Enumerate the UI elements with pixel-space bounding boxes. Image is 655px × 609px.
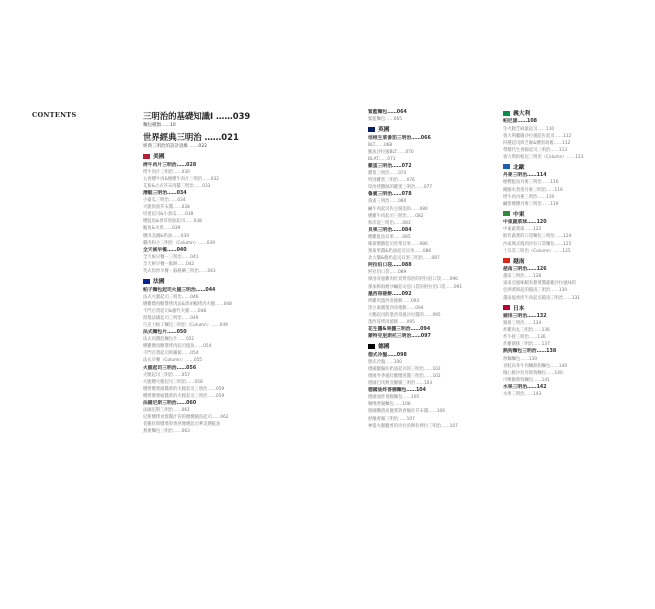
toc-entry [503, 118, 584, 125]
toc-text: 熱狗麵包三明治……138 [503, 349, 557, 355]
contents-heading: CONTENTS [32, 111, 77, 119]
toc-subentry [143, 261, 250, 268]
toc-text: 小臺瓜三明治……034 [143, 198, 186, 204]
toc-entry [368, 135, 462, 142]
country-heading [503, 305, 584, 313]
toc-subentry [368, 284, 462, 291]
toc-text: 亞洲菜餡起的越南三明治……130 [503, 288, 568, 294]
toc-subentry [368, 241, 462, 248]
country-heading [143, 153, 250, 161]
toc-text: 德式冷盤……098 [368, 352, 407, 358]
toc-entry [368, 227, 462, 234]
toc-text: 墨西哥捲餅……092 [368, 291, 412, 297]
toc-text: 法式火腿起司三明治……046 [143, 294, 199, 300]
toc-subentry [143, 379, 250, 386]
toc-subentry [503, 248, 584, 255]
toc-subentry [503, 194, 584, 201]
toc-subentry [368, 319, 462, 326]
toc-text: 尼斯燻烤食群醬汁你的煙燻鮪魚起司……062 [143, 415, 229, 421]
toc-text: 神提火腿臘香的沙拉煎餅佐裡拉三明治……107 [368, 423, 458, 429]
toc-subentry [368, 401, 462, 408]
toc-text: 千門百貨起司與蘿蔔……054 [143, 351, 199, 357]
toc-subentry [143, 372, 250, 379]
toc-subentry [503, 154, 584, 161]
toc-text: 火腿起司三明治……056 [143, 365, 197, 371]
toc-text: 英式焦炒早餐・蘇格蘭三明治……043 [143, 269, 216, 274]
toc-text: 越南風香煎牛肉起司越南三明治……131 [503, 295, 580, 301]
toc-subentry [503, 241, 584, 248]
toc-entry [368, 333, 462, 340]
toc-text: 巧克力帕子麵包三明治（Column）……049 [143, 322, 228, 328]
toc-text: 烤牛肉丹麥三明治……119 [503, 194, 555, 200]
toc-text: 鮮炸蔬菜的口袋麵包三明治……124 [503, 234, 572, 240]
toc-text: 燻雞燉肉糖漿烤肉起司燒魚……054 [143, 344, 212, 350]
toc-text: 煙燻鮭魚丹麥三明治……116 [503, 180, 559, 186]
toc-text: 帕尼諾……108 [503, 119, 537, 125]
toc-subentry [503, 226, 584, 233]
toc-text: 魯賓三明治……080 [368, 199, 407, 205]
toc-subentry [368, 416, 462, 423]
toc-text: 四種起司與芝麻&燻黑胡椒……112 [503, 140, 571, 146]
toc-subentry [503, 341, 584, 348]
toc-text: 越南三明治……128 [503, 274, 542, 280]
toc-text: 美國 [153, 154, 165, 161]
toc-subentry [143, 183, 250, 190]
toc-subentry [143, 225, 250, 232]
toc-text: 炸雞豬排三明治……137 [503, 342, 550, 348]
toc-text: 沙威瑪式燒肉沙拉口袋麵包……125 [503, 241, 572, 247]
toc-text: 中東蔬菜球……120 [503, 220, 547, 226]
toc-text: 燻雞牛肉起司三明治……082 [368, 213, 424, 219]
toc-subentry [368, 269, 462, 276]
country-heading [503, 258, 584, 266]
toc-text: 鮪魚&水煮……039 [143, 226, 181, 232]
toc-text: 帶燉代生香腸起司三明治……113 [503, 147, 568, 153]
country-heading [503, 110, 584, 118]
toc-text: 義大利的帕尼三明治（Column）……113 [503, 154, 584, 160]
toc-entry [503, 219, 584, 226]
toc-entry [368, 387, 462, 394]
toc-text: 和洋混三明治……083 [368, 220, 411, 226]
toc-entry [503, 348, 584, 355]
toc-entry [143, 287, 250, 294]
toc-text: 烤牛肉片三明治……028 [143, 162, 197, 168]
toc-subentry [503, 280, 584, 287]
toc-text: 火腿與黃芥末醬……038 [143, 205, 190, 211]
toc-text: 全天候早餐－三明治……041 [143, 254, 199, 260]
toc-text: 燻烤燉菜頭醬黃的火腿起司三明治……059 [143, 393, 225, 399]
toc-text: 千門百貨起司&鮪代火腿……048 [143, 308, 207, 314]
toc-subentry [503, 334, 584, 341]
toc-text: 雞肉和小三明治（Column）……039 [143, 240, 215, 246]
toc-subentry [143, 294, 250, 301]
toc-subentry [503, 356, 584, 363]
toc-subentry [503, 391, 584, 398]
toc-text: 特別雞蛋三明治……076 [368, 178, 415, 184]
toc-subentry [143, 336, 250, 343]
toc-text: 日本 [513, 305, 525, 312]
country-heading [143, 278, 250, 286]
toc-text: 雞蛋三明治……072 [368, 163, 412, 169]
toc-subentry [143, 357, 250, 364]
toc-subentry [368, 366, 462, 373]
toc-text: 燻雞燉肉糖漿烤肉法&黑胡椒烤肉火腿……048 [143, 301, 232, 307]
toc-subentry [368, 423, 462, 430]
toc-text: 可樂餅熱狗麵包……141 [503, 377, 550, 383]
northern-europe-flag-icon [503, 164, 510, 169]
toc-subentry [368, 298, 462, 305]
vietnam-flag-icon [503, 258, 510, 263]
toc-text: 魯賓三明治……078 [368, 192, 412, 198]
toc-text: 法式肉醬混麵包片……052 [143, 337, 195, 343]
toc-subentry [143, 407, 250, 414]
toc-subentry [368, 408, 462, 415]
toc-text: 義大利 [513, 111, 531, 117]
toc-subentry [143, 240, 250, 247]
toc-text: 印度烤雞做的雞蛋三明治……077 [368, 185, 433, 191]
toc-subentry [503, 295, 584, 302]
toc-text: 普羅旺斯燉菜與香煎煙燻起司華美燻鮭魚 [143, 422, 221, 428]
toc-subentry [368, 198, 462, 205]
toc-subentry [368, 213, 462, 220]
toc-text: 黑豆素雞墨西哥捲餅……094 [368, 305, 424, 311]
toc-subentry [143, 308, 250, 315]
toc-text: 炸牛排三明治……136 [503, 335, 546, 341]
toc-subentry [143, 169, 250, 176]
toc-subentry [368, 170, 462, 177]
toc-subentry [503, 133, 584, 140]
toc-subentry [143, 386, 250, 393]
toc-entry [143, 365, 250, 372]
toc-text: 越南三明治……126 [503, 267, 547, 273]
toc-subentry [503, 126, 584, 133]
toc-subentry [143, 315, 250, 322]
toc-text: 德國醃漬高麗菜與香腸佐芥末醬……106 [368, 409, 445, 415]
toc-text: 阿拉伯口袋……089 [368, 270, 407, 276]
usa-flag-icon [143, 154, 150, 159]
toc-text: 東南亞風味蝦米甜菜醬龍蝦沙拉風味的 [503, 281, 577, 287]
toc-text: 帕子麵包起司火腿三明治……044 [143, 287, 216, 293]
toc-text: 法國 [153, 279, 165, 286]
toc-subentry [143, 211, 250, 218]
toc-text: BLT……068 [368, 142, 393, 148]
toc-text: BLAT……071 [368, 156, 396, 162]
toc-subentry [503, 147, 584, 154]
toc-subentry [368, 276, 462, 283]
toc-text: 世界經典三明治 ……021 [143, 132, 239, 143]
toc-text: 培根生菜番茄三明治……066 [368, 135, 431, 141]
toc-entry [143, 162, 250, 169]
toc-subentry [143, 254, 250, 261]
country-heading [368, 126, 462, 134]
country-heading [368, 343, 462, 351]
toc-text: 烤牛肉片三明治……030 [143, 169, 190, 175]
toc-entry [368, 291, 462, 298]
toc-text: 摩洛哥風雞肉佐炭烤茄煎的阿拉伯口袋……090 [368, 277, 458, 283]
toc-subentry [503, 273, 584, 280]
toc-text: 燻雞鮭魚貝果……085 [368, 234, 411, 240]
toc-text: 水果三明治……143 [503, 392, 542, 398]
toc-subentry [503, 320, 584, 327]
toc-text: 大鵝起司的墨西哥風沙拉醬的……095 [368, 312, 441, 318]
toc-text: 切達起司&小黃瓜……038 [143, 212, 194, 218]
toc-text: 燻肉美國&奶油……039 [143, 233, 189, 239]
toc-subentry [143, 218, 250, 225]
toc-text: 越南 [513, 258, 525, 265]
toc-entry [503, 172, 584, 179]
toc-subentry [368, 373, 462, 380]
toc-text: 潛艇三明治……034 [143, 190, 187, 196]
toc-text: 燻鮭魚&香草奶油起司……038 [143, 219, 202, 225]
toc-text: 德國臘腸佐奶油起司的三明治……102 [368, 366, 441, 372]
toc-text: 青蛙烏冬牛肉麵熱狗麵包……140 [503, 363, 568, 369]
toc-column-1 [143, 111, 250, 435]
toc-text: 緊藍麵包……064 [368, 110, 407, 115]
country-heading [503, 211, 584, 219]
toc-text: 經典三明治的設計思維 ……022 [143, 144, 208, 150]
toc-entry [143, 400, 250, 407]
toc-text: 煉黃燉雞起司煎菜貝果……086 [368, 242, 428, 247]
toc-text: 蒙特克里斯托三明治……097 [368, 334, 431, 340]
toc-text: 法式早餐（Column）……055 [143, 358, 203, 364]
toc-text: 燻烤燉菜頭醬黃的火腿起司三明治……059 [143, 386, 225, 392]
toc-text: 中東 [513, 211, 525, 218]
toc-text: 三明治的基礎知識Ⅰ ……039 [143, 111, 251, 121]
toc-text: 德式冷盤……100 [368, 359, 402, 365]
toc-text: 德國油炸香腸麵包……104 [368, 388, 426, 394]
uk-flag-icon [368, 127, 375, 132]
toc-text: 照燒法國起司三明治……049 [143, 315, 199, 321]
toc-subentry [368, 248, 462, 255]
toc-subentry [368, 149, 462, 156]
toc-subentry [368, 206, 462, 213]
toc-subentry [143, 301, 250, 308]
section-subentry [143, 143, 250, 150]
toc-text: 法國尼斯三明治……060 [143, 401, 197, 406]
toc-text: 北歐 [513, 164, 525, 171]
toc-text: 貝果三明治……084 [368, 227, 412, 233]
toc-text: 炒麵麵包……139 [503, 356, 537, 362]
toc-subentry [143, 197, 250, 204]
toc-subentry [368, 380, 462, 387]
toc-subentry [503, 140, 584, 147]
toc-text: 阿拉伯口袋……088 [368, 263, 412, 269]
toc-text: 全天候早餐－鬆餅……042 [143, 261, 195, 267]
toc-text: 墨西哥烤肉捲餅……095 [368, 320, 415, 326]
toc-text: 麵包種類……10 [143, 123, 176, 128]
toc-entry [143, 329, 250, 336]
toc-subentry [368, 184, 462, 191]
toc-entry [368, 352, 462, 359]
toc-subentry [143, 343, 250, 350]
toc-text: 生火腿芝麻葉起司……110 [503, 126, 555, 132]
toc-column-2 [368, 109, 462, 430]
middle-east-flag-icon [503, 211, 510, 216]
toc-text: 德國巴伐利亞臘腸三明治……103 [368, 381, 433, 387]
toc-subentry [143, 233, 250, 240]
toc-text: 炸雞肉丸三明治……136 [503, 328, 550, 334]
toc-text: 緊藍麵包……065 [368, 117, 402, 123]
toc-text: 五香燻牛肉&煙燻牛肉片三明治……032 [143, 176, 220, 182]
toc-subentry [503, 370, 584, 377]
toc-entry [368, 163, 462, 170]
toc-subentry [503, 287, 584, 294]
section-subentry [143, 122, 250, 129]
toc-text: 英國 [378, 127, 390, 134]
toc-text: 燕麥麵包三明治……063 [143, 429, 190, 435]
toc-text: 鹹牛肉起司佐豆腐泡的……080 [368, 206, 428, 212]
toc-subentry [143, 393, 250, 400]
toc-text: 水果三明治……142 [503, 384, 547, 390]
toc-text: 舒蘭香腸三明治……107 [368, 416, 415, 422]
toc-subentry [143, 204, 250, 211]
toc-text: 德國油炸香腸麵包……105 [368, 395, 420, 401]
toc-text: 蜜菊果醬&奶油起司貝果……086 [368, 249, 432, 255]
toc-text: 德國 [378, 344, 390, 351]
toc-entry [368, 191, 462, 198]
germany-flag-icon [368, 344, 375, 349]
toc-entry [368, 326, 462, 333]
toc-subentry [368, 255, 462, 262]
toc-subentry [368, 394, 462, 401]
toc-text: 中東蔬菜球……122 [503, 227, 542, 233]
toc-text: 剛鮪水煮蛋丹麥三明治……116 [503, 187, 563, 193]
toc-text: 孫加勒海煙沙鹹起司亞口袋的阿拉伯口袋……091 [368, 284, 463, 290]
toc-text: 火腿起司三明治……057 [143, 372, 190, 378]
italy-flag-icon [503, 111, 510, 116]
toc-text: 全天候早餐……040 [143, 247, 187, 253]
toc-text: 法式麵包片……050 [143, 330, 187, 336]
toc-entry [143, 190, 250, 197]
toc-entry [368, 262, 462, 269]
toc-column-3 [503, 110, 584, 398]
toc-subentry [503, 233, 584, 240]
japan-flag-icon [503, 305, 510, 310]
toc-subentry [368, 359, 462, 366]
toc-subentry [503, 201, 584, 208]
toc-text: 鹹蛋煙燻丹麥三明治……119 [503, 201, 559, 207]
toc-subentry [143, 350, 250, 357]
toc-entry [503, 384, 584, 391]
section-title [143, 111, 250, 122]
section-title [143, 132, 250, 143]
toc-text: 花生醬&果醬三明治……094 [368, 327, 431, 333]
toc-entry [143, 247, 250, 254]
toc-text: 北大鵝&酪奶起司貝果三明治……087 [368, 256, 440, 262]
toc-text: 烤雞肉墨西哥捲餅……093 [368, 298, 420, 304]
toc-subentry [143, 322, 250, 329]
toc-text: 法國尼斯三明治……061 [143, 408, 190, 414]
toc-subentry [143, 428, 250, 435]
toc-subentry [143, 176, 250, 183]
toc-text: 豬排三明治……132 [503, 314, 547, 319]
toc-entry [503, 266, 584, 273]
toc-subentry [503, 377, 584, 384]
toc-subentry [368, 156, 462, 163]
toc-text: 豬排三明治……134 [503, 321, 542, 327]
toc-subentry [368, 220, 462, 227]
toc-subentry [368, 234, 462, 241]
toc-subentry [368, 116, 462, 123]
toc-text: 艾迪&古式芥末肉醬三明治……033 [143, 183, 211, 189]
toc-text: 鏡心鮮沙拉炸熱狗麵包……140 [503, 370, 563, 376]
toc-subentry [503, 179, 584, 186]
country-heading [503, 164, 584, 172]
toc-text: 火腿燻火腿起司三明治……058 [143, 379, 203, 385]
toc-subentry [368, 305, 462, 312]
toc-text: 丹麥三明治……114 [503, 173, 547, 179]
france-flag-icon [143, 279, 150, 284]
toc-subentry [503, 363, 584, 370]
toc-subentry [368, 177, 462, 184]
toc-subentry [143, 414, 250, 421]
toc-text: 德國冬季風紅酸燉煎醬三明治……102 [368, 374, 441, 379]
toc-entry [368, 109, 462, 116]
toc-text: 咖哩香腸麵包……106 [368, 402, 411, 408]
toc-text: 鮪魚沙拉風BLT……070 [368, 149, 414, 155]
toc-entry [503, 313, 584, 320]
toc-subentry [143, 268, 250, 275]
toc-subentry [503, 187, 584, 194]
toc-subentry [503, 327, 584, 334]
toc-text: 雞蛋三明治……074 [368, 171, 407, 177]
toc-subentry [368, 142, 462, 149]
toc-text: 土耳其三明治（Column）……125 [503, 248, 571, 254]
toc-subentry [368, 312, 462, 319]
toc-text: 義大利臘腸沙拉風乾佐起司……112 [503, 133, 572, 139]
toc-subentry [143, 421, 250, 428]
